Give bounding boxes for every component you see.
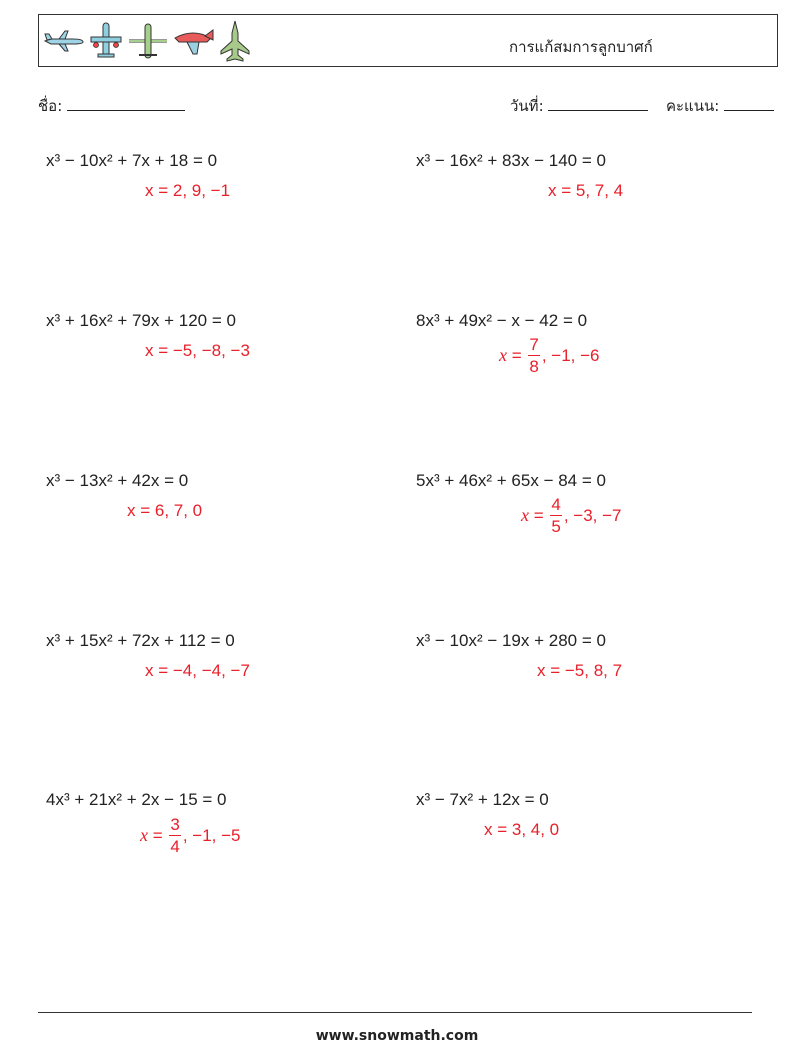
answer-rest: , −1, −5: [182, 825, 241, 845]
answer-2: x = 5, 7, 4: [548, 181, 624, 200]
answer-fraction: [169, 816, 180, 855]
date-blank[interactable]: [548, 96, 648, 111]
answer-rest: , −3, −7: [563, 505, 622, 525]
answer-var: x =: [521, 505, 549, 525]
problem-6: 5x³ + 46x² + 65x − 84 = 0: [416, 471, 606, 490]
header-icons: [43, 19, 251, 63]
name-blank[interactable]: [67, 96, 185, 111]
answer-5: x = 6, 7, 0: [127, 501, 203, 520]
answer-fraction: [528, 336, 539, 375]
problem-10: x³ − 7x² + 12x = 0: [416, 790, 549, 809]
name-label: ชื่อ:: [38, 97, 63, 115]
fraction-denominator: 4: [170, 837, 180, 856]
problem-4: 8x³ + 49x² − x − 42 = 0: [416, 311, 588, 330]
problem-5: x³ − 13x² + 42x = 0: [46, 471, 189, 490]
problem-1: x³ − 10x² + 7x + 18 = 0: [46, 151, 218, 170]
problem-3: x³ + 16x² + 79x + 120 = 0: [46, 311, 236, 330]
problem-8: x³ − 10x² − 19x + 280 = 0: [416, 631, 606, 650]
fraction-denominator: 8: [529, 357, 539, 376]
name-field: [38, 94, 185, 118]
date-score-fields: [510, 94, 774, 118]
score-blank[interactable]: [724, 96, 774, 111]
worksheet-header: [38, 14, 778, 67]
answer-6: [521, 496, 622, 535]
problem-9: 4x³ + 21x² + 2x − 15 = 0: [46, 790, 227, 809]
fraction-numerator: 7: [529, 335, 539, 354]
answer-10: x = 3, 4, 0: [484, 820, 560, 839]
answer-7: x = −4, −4, −7: [145, 661, 250, 680]
date-label: วันที่:: [510, 97, 544, 115]
answer-rest: , −1, −6: [541, 345, 600, 365]
fraction-numerator: 3: [170, 815, 180, 834]
answer-3: x = −5, −8, −3: [145, 341, 250, 360]
airplane-green-icon: [127, 21, 169, 61]
answer-9: [140, 816, 241, 855]
jet-green-icon: [219, 19, 251, 63]
answer-8: x = −5, 8, 7: [537, 661, 623, 680]
page-title: การแก้สมการลูกบาศก์: [509, 38, 653, 56]
answer-var: x =: [499, 345, 527, 365]
footer-url[interactable]: www.snowmath.com: [315, 1028, 479, 1044]
airplane-blue-icon: [43, 28, 85, 54]
fraction-denominator: 5: [551, 517, 561, 536]
fraction-numerator: 4: [551, 495, 561, 514]
answer-4: [499, 336, 600, 375]
footer-divider: [38, 1012, 752, 1013]
answer-1: x = 2, 9, −1: [145, 181, 231, 200]
answer-var: x =: [140, 825, 168, 845]
airplane-red-icon: [173, 24, 215, 58]
problem-7: x³ + 15x² + 72x + 112 = 0: [46, 631, 235, 650]
problem-2: x³ − 16x² + 83x − 140 = 0: [416, 151, 606, 170]
airplane-cyan-icon: [89, 21, 123, 61]
score-label: คะแนน:: [665, 97, 720, 115]
answer-fraction: [550, 496, 561, 535]
